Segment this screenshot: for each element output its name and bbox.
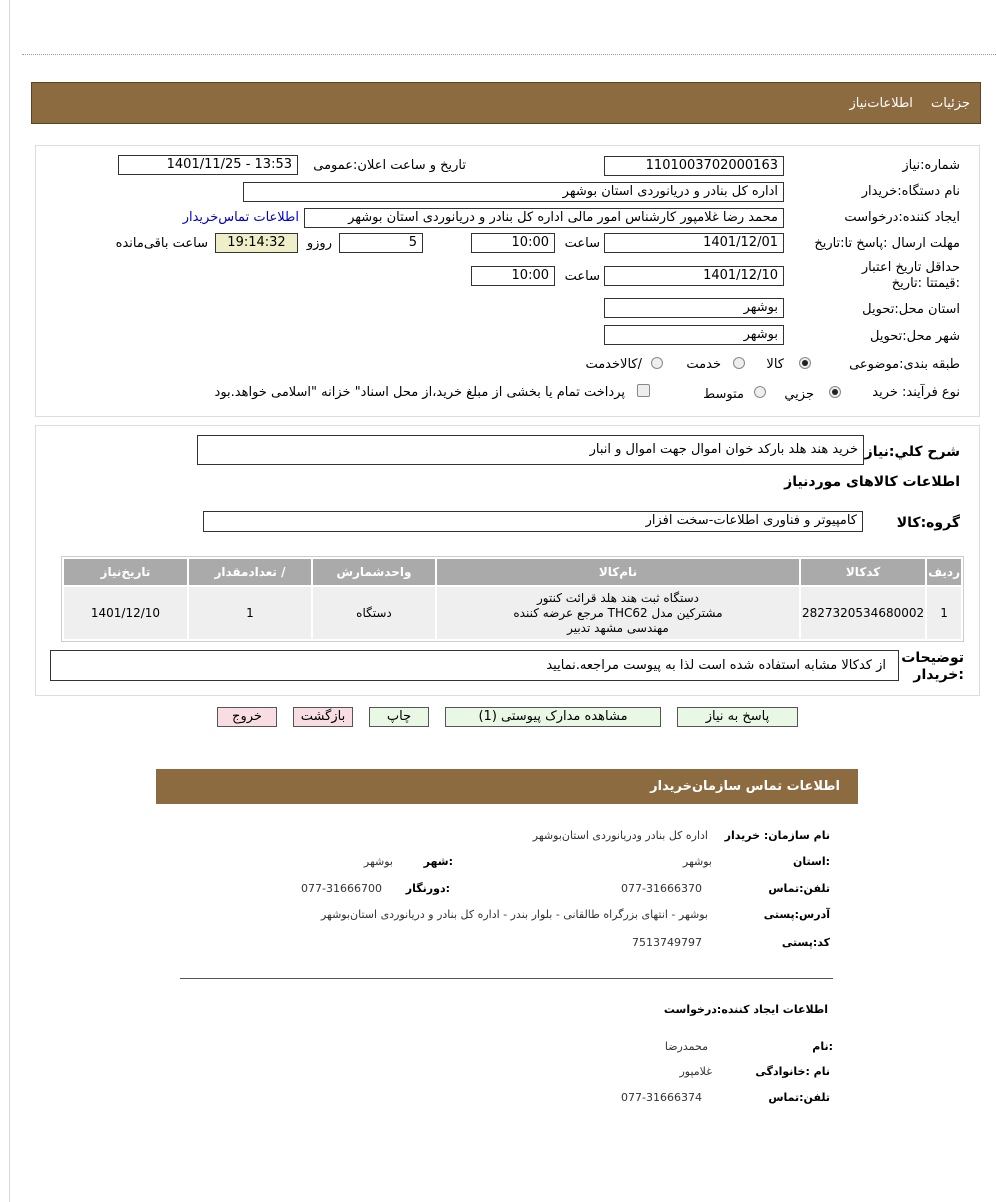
remaining-time-field: 19:14:32 xyxy=(215,233,298,253)
contact-phone: 077-31666370 xyxy=(621,882,702,895)
col-code: کدکالا xyxy=(801,559,925,585)
province-label: استان محل:تحویل xyxy=(862,302,960,317)
validity-time-label: ساعت xyxy=(564,269,600,284)
cell-date: 1401/12/10 xyxy=(64,587,187,639)
top-dotted-divider xyxy=(22,54,996,55)
creator-title: اطلاعات ایجاد کننده:درخواست xyxy=(663,1003,828,1016)
contact-city: بوشهر xyxy=(363,855,393,868)
category-label: طبقه بندی:موضوعی xyxy=(849,357,960,372)
contact-postal: 7513749797 xyxy=(632,936,702,949)
contact-divider xyxy=(180,978,833,979)
need-number-label: شماره:نیاز xyxy=(902,158,960,173)
contact-province-label: :استان xyxy=(793,855,830,868)
col-date: تاریخ‌نیاز xyxy=(64,559,187,585)
announce-field: 1401/11/25 - 13:53 xyxy=(118,155,298,175)
validity-label-text: حداقل تاریخ اعتبار :قیمتتا :تاریخ xyxy=(861,260,960,291)
cell-name-line2: مشترکین مدل THC62 مرجع عرضه کننده xyxy=(513,605,723,620)
reply-button[interactable]: پاسخ به نیاز xyxy=(677,707,798,727)
tab-details[interactable]: جزئیات xyxy=(931,96,970,111)
deadline-label: مهلت ارسال :پاسخ تا:تاریخ xyxy=(814,236,960,251)
announce-label: تاریخ و ساعت اعلان:عمومی xyxy=(313,158,466,173)
cell-row: 1 xyxy=(927,587,961,639)
left-border-line xyxy=(9,0,10,1202)
need-number-field: 1101003702000163 xyxy=(604,156,784,176)
radio-medium[interactable] xyxy=(754,386,766,398)
contact-address-label: آدرس:پستی xyxy=(763,908,830,921)
radio-partial[interactable] xyxy=(829,386,841,398)
items-table-header xyxy=(64,559,961,585)
contact-province: بوشهر xyxy=(682,855,712,868)
creator-phone-label: تلفن:تماس xyxy=(768,1091,830,1104)
group-field: کامپیوتر و فناوری اطلاعات-سخت افزار xyxy=(203,511,863,532)
header-bar xyxy=(31,82,981,124)
creator-name-label: :نام xyxy=(812,1040,833,1053)
cell-name-line1: دستگاه ثبت هند هلد قرائت کنتور xyxy=(536,590,699,605)
cell-name-line3: مهندسی مشهد تدبیر xyxy=(567,620,669,635)
payment-checkbox[interactable] xyxy=(637,384,650,397)
buyer-org-field: اداره کل بنادر و دریانوردی استان بوشهر xyxy=(243,182,784,202)
radio-goods-service-label: /کالاخدمت xyxy=(585,357,642,372)
group-label: گروه:کالا xyxy=(896,515,960,531)
process-label: نوع فرآیند: خرید xyxy=(872,385,960,400)
contact-title: اطلاعات تماس سازمان‌خریدار xyxy=(650,779,840,794)
table-row xyxy=(64,587,961,639)
attachments-button[interactable]: مشاهده مدارک پیوستی (1) xyxy=(445,707,661,727)
radio-goods-label: کالا xyxy=(766,357,784,372)
contact-city-label: :شهر xyxy=(423,855,453,868)
city-label: شهر محل:تحویل xyxy=(870,329,960,344)
city-field: بوشهر xyxy=(604,325,784,345)
validity-date-field: 1401/12/10 xyxy=(604,266,784,286)
deadline-time-label: ساعت xyxy=(564,236,600,251)
goods-info-title: اطلاعات کالاهای موردنیاز xyxy=(784,474,960,490)
creator-phone: 077-31666374 xyxy=(621,1091,702,1104)
days-label: روزو xyxy=(306,236,332,251)
contact-org: اداره کل بنادر ودریانوردی استان‌بوشهر xyxy=(532,829,708,842)
contact-fax-label: :دورنگار xyxy=(405,882,450,895)
radio-service[interactable] xyxy=(733,357,745,369)
payment-note: پرداخت تمام یا بخشی از مبلغ خرید،از محل اسناد" خزانه "اسلامی خواهد.بود xyxy=(214,385,625,400)
radio-medium-label: متوسط xyxy=(703,387,744,402)
col-row: ردیف xyxy=(927,559,961,585)
cell-unit: دستگاه xyxy=(313,587,435,639)
cell-code: 2827320534680002 xyxy=(801,587,925,639)
print-button[interactable]: چاپ xyxy=(369,707,429,727)
creator-name: محمدرضا xyxy=(664,1040,708,1053)
back-button[interactable]: بازگشت xyxy=(293,707,353,727)
creator-family-label: نام :خانوادگی xyxy=(755,1065,830,1078)
requester-field: محمد رضا غلامپور کارشناس امور مالی اداره کل بنادر و دریانوردی استان بوشهر xyxy=(304,208,784,228)
col-unit: واحدشمارش xyxy=(313,559,435,585)
deadline-date-field: 1401/12/01 xyxy=(604,233,784,253)
contact-org-label: نام سازمان: خریدار xyxy=(724,829,830,842)
requester-label: ایجاد کننده:درخواست xyxy=(844,210,960,225)
validity-time-field: 10:00 xyxy=(471,266,555,286)
radio-goods-service[interactable] xyxy=(651,357,663,369)
summary-field: خرید هند هلد بارکد خوان اموال جهت اموال و انبار xyxy=(197,435,864,465)
cell-qty: 1 xyxy=(189,587,311,639)
tab-need-info[interactable]: اطلاعات‌نیاز xyxy=(849,96,913,111)
validity-label xyxy=(830,260,960,292)
province-field: بوشهر xyxy=(604,298,784,318)
remaining-label: ساعت باقی‌مانده xyxy=(115,236,208,251)
contact-address: بوشهر - انتهای بزرگراه طالقانی - بلوار بندر - اداره کل بنادر و دریانوردی استان‌بوشهر xyxy=(320,908,708,921)
buyer-notes-field: از کدکالا مشابه استفاده شده است لذا به پیوست مراجعه.نمایید xyxy=(50,650,899,681)
buyer-notes-label xyxy=(901,650,964,684)
summary-label: شرح کلي:نیاز xyxy=(864,444,960,460)
exit-button[interactable]: خروج xyxy=(217,707,277,727)
col-qty: / تعدادمقدار xyxy=(189,559,311,585)
header-tabs xyxy=(835,96,970,111)
days-field: 5 xyxy=(339,233,423,253)
contact-header xyxy=(156,769,858,804)
col-name: نام‌کالا xyxy=(437,559,799,585)
creator-family: غلامپور xyxy=(679,1065,712,1078)
cell-name xyxy=(437,587,799,639)
radio-goods[interactable] xyxy=(799,357,811,369)
deadline-time-field: 10:00 xyxy=(471,233,555,253)
contact-postal-label: کد:پستی xyxy=(781,936,830,949)
contact-phone-label: تلفن:تماس xyxy=(768,882,830,895)
buyer-notes-label-text: توضیحات :خریدار xyxy=(901,650,964,683)
items-table xyxy=(61,556,964,642)
radio-partial-label: جزیي xyxy=(784,387,814,402)
contact-fax: 077-31666700 xyxy=(301,882,382,895)
radio-service-label: خدمت xyxy=(686,357,721,372)
buyer-contact-link[interactable]: اطلاعات تماس‌خریدار xyxy=(182,210,299,225)
buyer-org-label: نام دستگاه:خریدار xyxy=(861,184,960,199)
